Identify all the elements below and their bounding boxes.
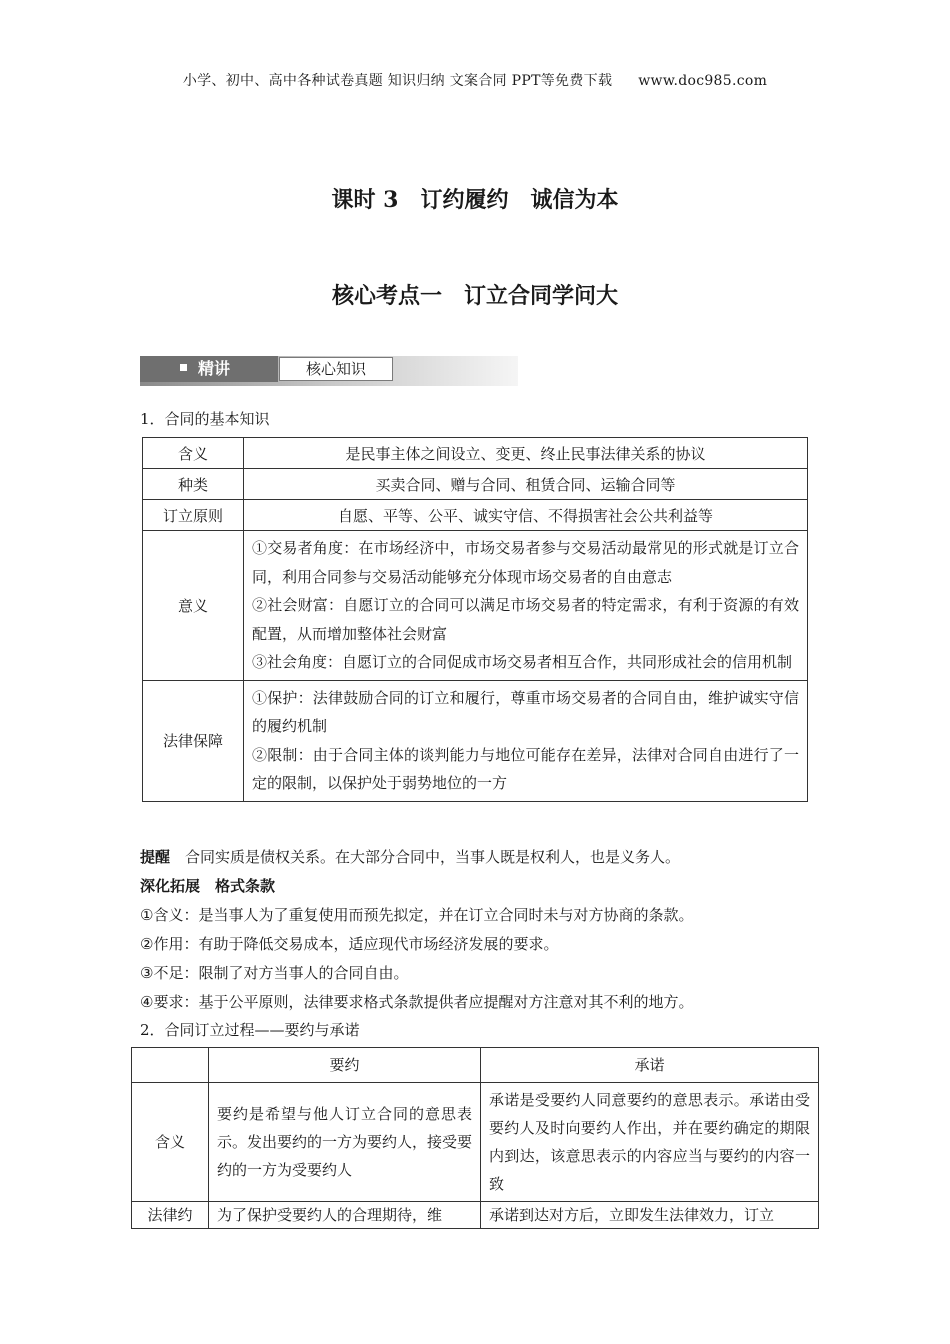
row-key: 法律保障: [143, 680, 244, 801]
legal-item: ②限制：由于合同主体的谈判能力与地位可能存在差异，法律对合同自由进行了一定的限制，以保护处于弱势地位的一方: [252, 745, 799, 792]
legal-accept: 承诺到达对方后，立即发生法律效力，订立: [481, 1202, 819, 1229]
format-clause-item: ④要求：基于公平原则，法律要求格式条款提供者应提醒对方注意对其不利的地方。: [140, 993, 694, 1011]
row-key: 种类: [143, 469, 244, 500]
extend-heading: [140, 875, 275, 896]
meaning-accept: 承诺是受要约人同意要约的意思表示。承诺由受要约人及时向要约人作出，并在要约确定的期限内到达，该意思表示的内容应当与要约的内容一致: [481, 1083, 819, 1202]
significance-item: ①交易者角度：在市场经济中，市场交易者参与交易活动最常见的形式就是订立合同，利用合同参与交易活动能够充分体现市场交易者的自由意志: [252, 539, 799, 586]
row-value: [244, 680, 808, 801]
banner-tab-main: [140, 356, 278, 382]
banner-tab-main-label: 精讲: [198, 359, 231, 378]
row-value: 买卖合同、赠与合同、租赁合同、运输合同等: [244, 469, 808, 500]
legal-offer: 为了保护受要约人的合理期待，维: [209, 1202, 481, 1229]
offer-acceptance-table: [131, 1047, 819, 1229]
format-clause-item: ③不足：限制了对方当事人的合同自由。: [140, 964, 409, 982]
significance-item: ②社会财富：自愿订立的合同可以满足市场交易者的特定需求，有利于资源的有效配置，从而增加整体社会财富: [252, 596, 799, 643]
square-bullet-icon: [180, 364, 187, 371]
banner-tab-secondary: 核心知识: [279, 357, 393, 381]
basic-knowledge-table: [142, 437, 808, 802]
row-key: 订立原则: [143, 500, 244, 531]
table-row: [143, 531, 808, 681]
page-header: [0, 70, 950, 90]
extend-label: 深化拓展 格式条款: [140, 877, 276, 895]
row-key: 含义: [143, 438, 244, 469]
header-blank: [132, 1048, 209, 1083]
table-row: [143, 469, 808, 500]
row-value: [244, 531, 808, 681]
legal-item: ①保护：法律鼓励合同的订立和履行，尊重市场交易者的合同自由，维护诚实守信的履约机制: [252, 688, 799, 735]
reminder-text: 合同实质是债权关系。在大部分合同中，当事人既是权利人，也是义务人。: [185, 848, 681, 866]
column-header-offer: 要约: [209, 1048, 481, 1083]
table-row: [132, 1048, 819, 1083]
table-row: [143, 438, 808, 469]
row-key: 法律约: [132, 1202, 209, 1229]
column-header-accept: 承诺: [481, 1048, 819, 1083]
reminder-label: 提醒: [140, 848, 171, 866]
table-row: [132, 1202, 819, 1229]
row-key: 意义: [143, 531, 244, 681]
meaning-offer: 要约是希望与他人订立合同的意思表示。发出要约的一方为要约人，接受要约的一方为受要约人: [209, 1083, 481, 1202]
row-key: 含义: [132, 1083, 209, 1202]
significance-item: ③社会角度：自愿订立的合同促成市场交易者相互合作，共同形成社会的信用机制: [252, 653, 793, 671]
lesson-title: 课时 3 订约履约 诚信为本: [331, 187, 619, 213]
table-row: [143, 500, 808, 531]
format-clause-item: ①含义：是当事人为了重复使用而预先拟定，并在订立合同时未与对方协商的条款。: [140, 906, 694, 924]
table-row: [132, 1083, 819, 1202]
section-title: 核心考点一 订立合同学问大: [331, 283, 618, 309]
row-value: 是民事主体之间设立、变更、终止民事法律关系的协议: [244, 438, 808, 469]
row-value: 自愿、平等、公平、诚实守信、不得损害社会公共利益等: [244, 500, 808, 531]
section2-heading: 2．合同订立过程——要约与承诺: [140, 1021, 360, 1039]
header-site: www.doc985.com: [638, 73, 768, 89]
header-text: 小学、初中、高中各种试卷真题 知识归纳 文案合同 PPT等免费下载: [182, 73, 613, 89]
table-row: [143, 680, 808, 801]
section1-heading: 1．合同的基本知识: [140, 410, 270, 428]
format-clause-item: ②作用：有助于降低交易成本，适应现代市场经济发展的要求。: [140, 935, 559, 953]
reminder: [140, 846, 680, 867]
